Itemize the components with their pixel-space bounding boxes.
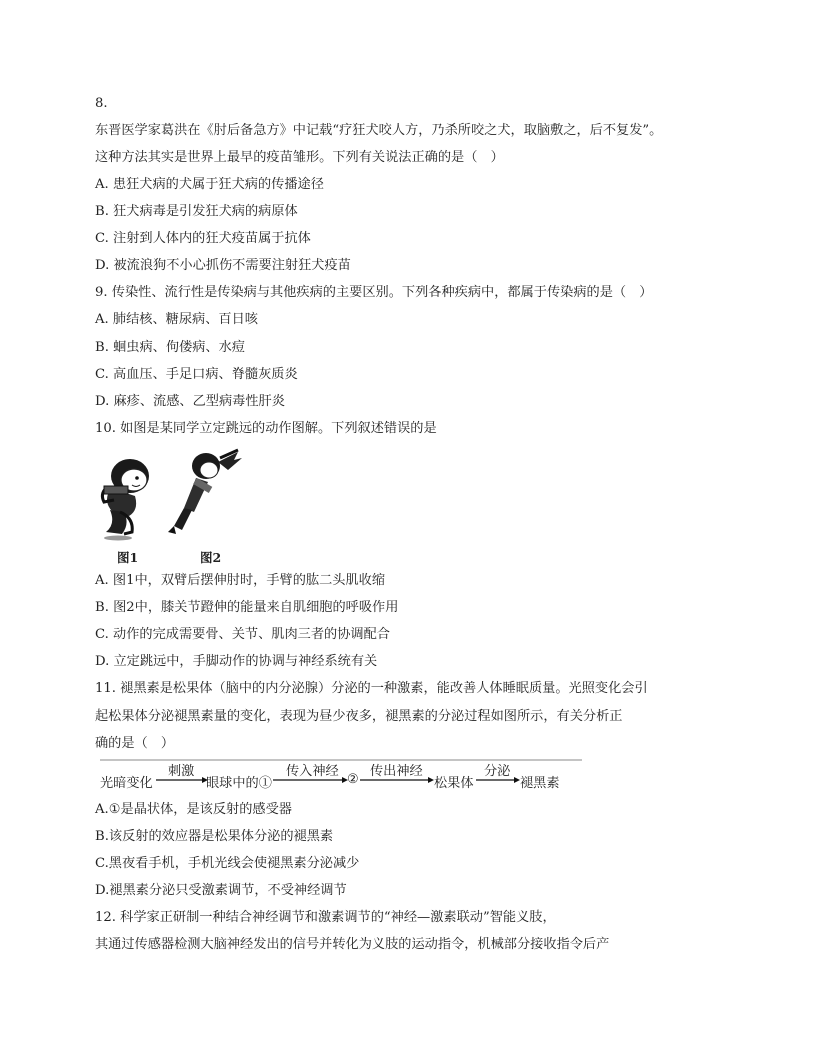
q10-option-d: D. 立定跳远中，手脚动作的协调与神经系统有关 (95, 654, 378, 669)
q8-stem-line1: 东晋医学家葛洪在《肘后备急方》中记载“疗狂犬咬人方，乃杀所咬之犬，取脑敷之，后不复发”。 (95, 123, 663, 138)
flow-node-2: ② (347, 772, 359, 787)
q9-stem: 9. 传染性、流行性是传染病与其他疾病的主要区别。下列各种疾病中，都属于传染病的是（ ） (95, 285, 653, 300)
q9-option-c: C. 高血压、手足口病、脊髓灰质炎 (95, 367, 298, 382)
q12-stem-line2: 其通过传感器检测大脑神经发出的信号并转化为义肢的运动指令，机械部分接收指令后产 (95, 937, 610, 952)
q11-option-d: D.褪黑素分泌只受激素调节，不受神经调节 (95, 883, 347, 898)
flow-label-efferent-nerve: 传出神经 (370, 764, 423, 779)
flow-node-eye: 眼球中的① (206, 776, 272, 791)
flow-label-secrete: 分泌 (484, 764, 511, 779)
q8-number: 8. (95, 96, 108, 111)
figure2-jumping-child-icon (168, 450, 242, 534)
q11-option-a: A.①是晶状体，是该反射的感受器 (95, 802, 292, 817)
q8-option-a: A. 患狂犬病的犬属于狂犬病的传播途径 (95, 177, 324, 192)
flow-node-melatonin: 褪黑素 (520, 776, 560, 791)
q8-option-c: C. 注射到人体内的狂犬疫苗属于抗体 (95, 231, 311, 246)
q10-option-b: B. 图2中，膝关节蹬伸的能量来自肌细胞的呼吸作用 (95, 600, 399, 615)
q11-stem-line2: 起松果体分泌褪黑素量的变化，表现为昼少夜多，褪黑素的分泌过程如图所示，有关分析正 (95, 709, 623, 724)
melatonin-flow-diagram (98, 758, 584, 796)
figure1-crouching-child-icon (102, 459, 149, 541)
q9-option-a: A. 肺结核、糖尿病、百日咳 (95, 312, 258, 327)
flow-label-afferent-nerve: 传入神经 (286, 764, 339, 779)
long-jump-figure (96, 448, 256, 548)
q10-stem: 10. 如图是某同学立定跳远的动作图解。下列叙述错误的是 (95, 421, 437, 436)
q11-stem-line3: 确的是（ ） (95, 736, 175, 751)
q11-option-b: B.该反射的效应器是松果体分泌的褪黑素 (95, 829, 334, 844)
figure2-caption: 图2 (200, 550, 222, 565)
q11-stem-line1: 11. 褪黑素是松果体（脑中的内分泌腺）分泌的一种激素，能改善人体睡眠质量。光照变化会引 (95, 681, 648, 696)
q9-option-d: D. 麻疹、流感、乙型病毒性肝炎 (95, 394, 285, 409)
flow-node-light-change: 光暗变化 (100, 776, 153, 791)
figure1-caption: 图1 (117, 550, 139, 565)
q9-option-b: B. 蛔虫病、佝偻病、水痘 (95, 340, 245, 355)
q12-stem-line1: 12. 科学家正研制一种结合神经调节和激素调节的“神经—激素联动”智能义肢， (95, 910, 556, 925)
q8-option-d: D. 被流浪狗不小心抓伤不需要注射狂犬疫苗 (95, 258, 351, 273)
q8-option-b: B. 狂犬病毒是引发狂犬病的病原体 (95, 204, 298, 219)
flow-label-stimulus: 刺激 (168, 764, 195, 779)
flow-node-pineal-body: 松果体 (434, 776, 474, 791)
q10-option-a: A. 图1中，双臂后摆伸肘时，手臂的肱二头肌收缩 (95, 573, 386, 588)
q11-option-c: C.黑夜看手机，手机光线会使褪黑素分泌减少 (95, 856, 360, 871)
q8-stem-line2: 这种方法其实是世界上最早的疫苗雏形。下列有关说法正确的是（ ） (95, 150, 504, 165)
q10-option-c: C. 动作的完成需要骨、关节、肌肉三者的协调配合 (95, 627, 390, 642)
